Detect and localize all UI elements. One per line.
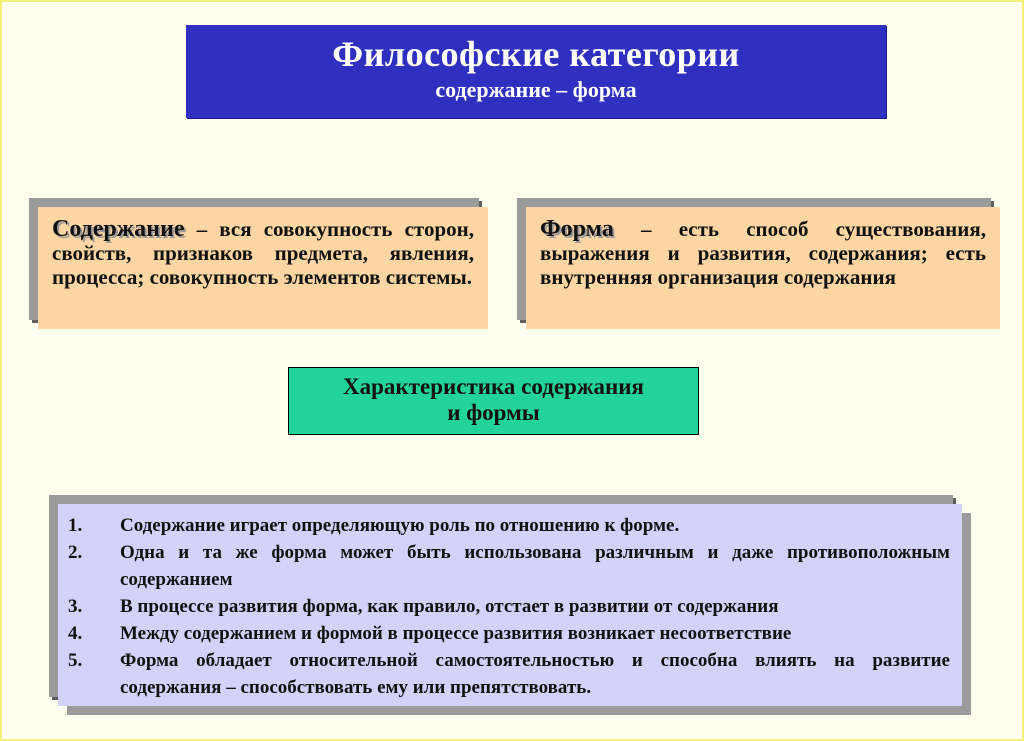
title-banner	[186, 25, 886, 118]
characteristics-list	[58, 504, 962, 706]
form-definition-text: – есть способ существования, выражения и развития, содержания; есть внутренняя организация содержания	[540, 217, 986, 289]
form-definition-box	[526, 207, 1000, 329]
list-item-text: Содержание играет определяющую роль по отношению к форме.	[120, 515, 680, 536]
list-item	[68, 620, 950, 647]
list-item-text: Одна и та же форма может быть использована различным и даже противоположным содержанием	[120, 542, 950, 590]
form-term: Форма	[540, 216, 614, 242]
list-item-text: Между содержанием и формой в процессе развития возникает несоответствие	[120, 623, 792, 644]
list-item-number: 1.	[68, 515, 83, 536]
list-item	[68, 539, 950, 593]
characteristic-heading-box	[288, 367, 699, 435]
list-item-number: 5.	[68, 650, 83, 671]
page-title: Философские категории	[332, 34, 740, 74]
page-subtitle: содержание – форма	[435, 77, 637, 102]
list-item	[68, 593, 950, 620]
list-item	[68, 512, 950, 539]
content-term: Содержание	[52, 216, 185, 242]
list-item-text: В процессе развития форма, как правило, отстает в развитии от содержания	[120, 596, 779, 617]
list-item-text: Форма обладает относительной самостоятельностью и способна влиять на развитие содержания – способствовать ему или препятствовать.	[120, 650, 950, 698]
list-item	[68, 647, 950, 701]
characteristic-line-1: Характеристика содержания	[343, 374, 644, 399]
list-item-number: 4.	[68, 623, 83, 644]
content-definition-text: – вся совокупность сторон, свойств, признаков предмета, явления, процесса; совокупность элементов системы.	[52, 217, 474, 289]
list-item-number: 2.	[68, 542, 83, 563]
content-definition-box	[38, 207, 488, 329]
characteristic-line-2: и формы	[447, 400, 540, 425]
list-item-number: 3.	[68, 596, 83, 617]
